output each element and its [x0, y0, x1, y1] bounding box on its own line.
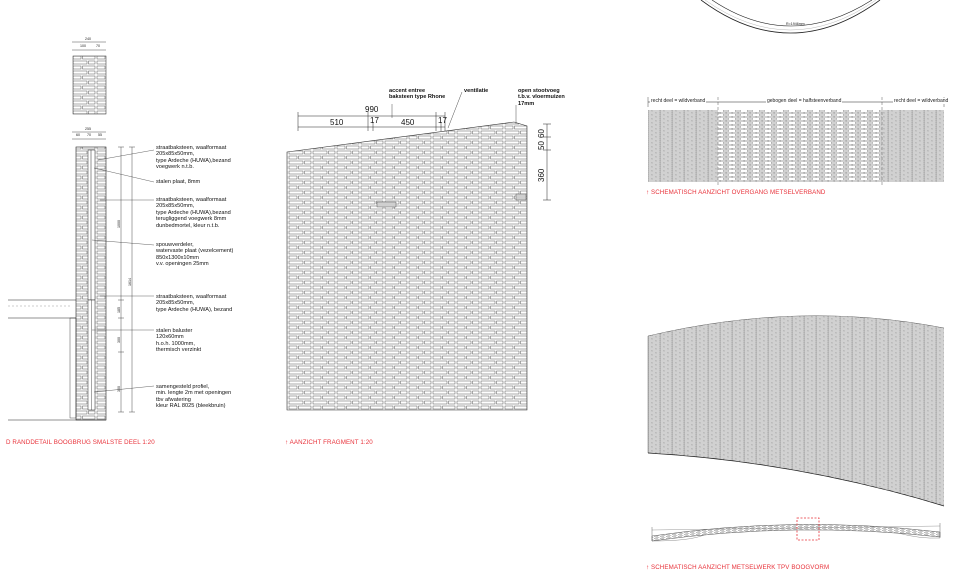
- arch-overview-strip: [652, 518, 940, 541]
- dim-section-c: 55: [98, 133, 102, 137]
- dim-360: 360: [537, 168, 546, 182]
- dim-top-left: 100: [80, 44, 86, 48]
- dim-top-total: 240: [85, 37, 91, 41]
- dim-50: 50: [537, 141, 546, 150]
- ventilation-brick: [516, 194, 526, 200]
- dim-section-total: 255: [85, 127, 91, 131]
- arc-radius-label: R=1946mm: [786, 22, 805, 26]
- dim-450: 450: [401, 118, 415, 127]
- caption-fragment: ↑ AANZICHT FRAGMENT 1:20: [285, 439, 373, 446]
- detail-top-brick-plan: [72, 42, 106, 114]
- dim-top-right: 70: [96, 44, 100, 48]
- arc-plan: [701, 0, 880, 33]
- dim-vertical-185: 185: [117, 307, 121, 313]
- dim-section-a: 60: [76, 133, 80, 137]
- dim-17b: 17: [438, 116, 447, 125]
- dim-510: 510: [330, 118, 344, 127]
- accent-brick: [377, 202, 396, 207]
- dim-60: 60: [537, 129, 546, 138]
- note-open-stootvoeg: open stootvoeg t.b.v. vloermuizen 17mm: [518, 88, 565, 107]
- arch-elevation: [648, 300, 944, 510]
- detail-note-straatbaksteen-1: straatbaksteen, waalformaat 205x85x50mm, type Ardeche (HUWA),bezand voegwerk n.t.b.: [156, 145, 231, 171]
- dim-vertical-1000: 1000: [117, 220, 121, 228]
- detail-note-straatbaksteen-2: straatbaksteen, waalformaat 205x85x50mm, type Ardeche (HUWA),bezand terugliggend voegwerk 8mm dunbedmortel, kleur n.t.b.: [156, 197, 231, 229]
- dim-vertical-300b: 300: [117, 386, 121, 392]
- detail-note-stalen-baluster: stalen baluster 120x60mm h.o.h. 1000mm, thermisch verzinkt: [156, 328, 202, 354]
- label-gebogen-deel: gebogen deel = halfsteenverband: [767, 98, 842, 104]
- dim-990: 990: [365, 105, 379, 114]
- dim-17a: 17: [370, 116, 379, 125]
- detail-note-straatbaksteen-3: straatbaksteen, waalformaat 205x85x50mm, type Ardeche (HUWA), bezand: [156, 294, 233, 313]
- label-recht-deel-left: recht deel = wildverband: [651, 98, 706, 104]
- dim-vertical-300a: 300: [117, 337, 121, 343]
- caption-overgang: ↑ SCHEMATISCH AANZICHT OVERGANG METSELVERBAND: [646, 189, 826, 196]
- transition-elevation: [648, 97, 944, 186]
- detail-note-spouwverdeler: spouwverdeler, watervaste plaat (vezelcement) 850x1300x10mm v.v. openingen 25mm: [156, 242, 234, 268]
- note-accent-entree: accent entree baksteen type Rhone: [389, 88, 446, 101]
- caption-randdetail: D RANDDETAIL BOOGBRUG SMALSTE DEEL 1:20: [6, 439, 155, 446]
- caption-boogvorm: ↑ SCHEMATISCH AANZICHT METSELWERK TPV BOOGVORM: [646, 564, 830, 571]
- label-recht-deel-right: recht deel = wildverband: [894, 98, 949, 104]
- detail-section: [8, 132, 154, 420]
- note-ventilatie: ventilatie: [464, 88, 489, 94]
- dim-section-b: 70: [87, 133, 91, 137]
- dim-vertical-1614: 1614: [128, 278, 132, 286]
- detail-note-samengesteld-profiel: samengesteld profiel, min. lengte 2m met openingen tbv afwatering kleur RAL 8025 (bleekbruin): [156, 384, 232, 410]
- fragment-brick-wall: [287, 118, 527, 410]
- detail-note-stalen-plaat: stalen plaat, 8mm: [156, 179, 201, 185]
